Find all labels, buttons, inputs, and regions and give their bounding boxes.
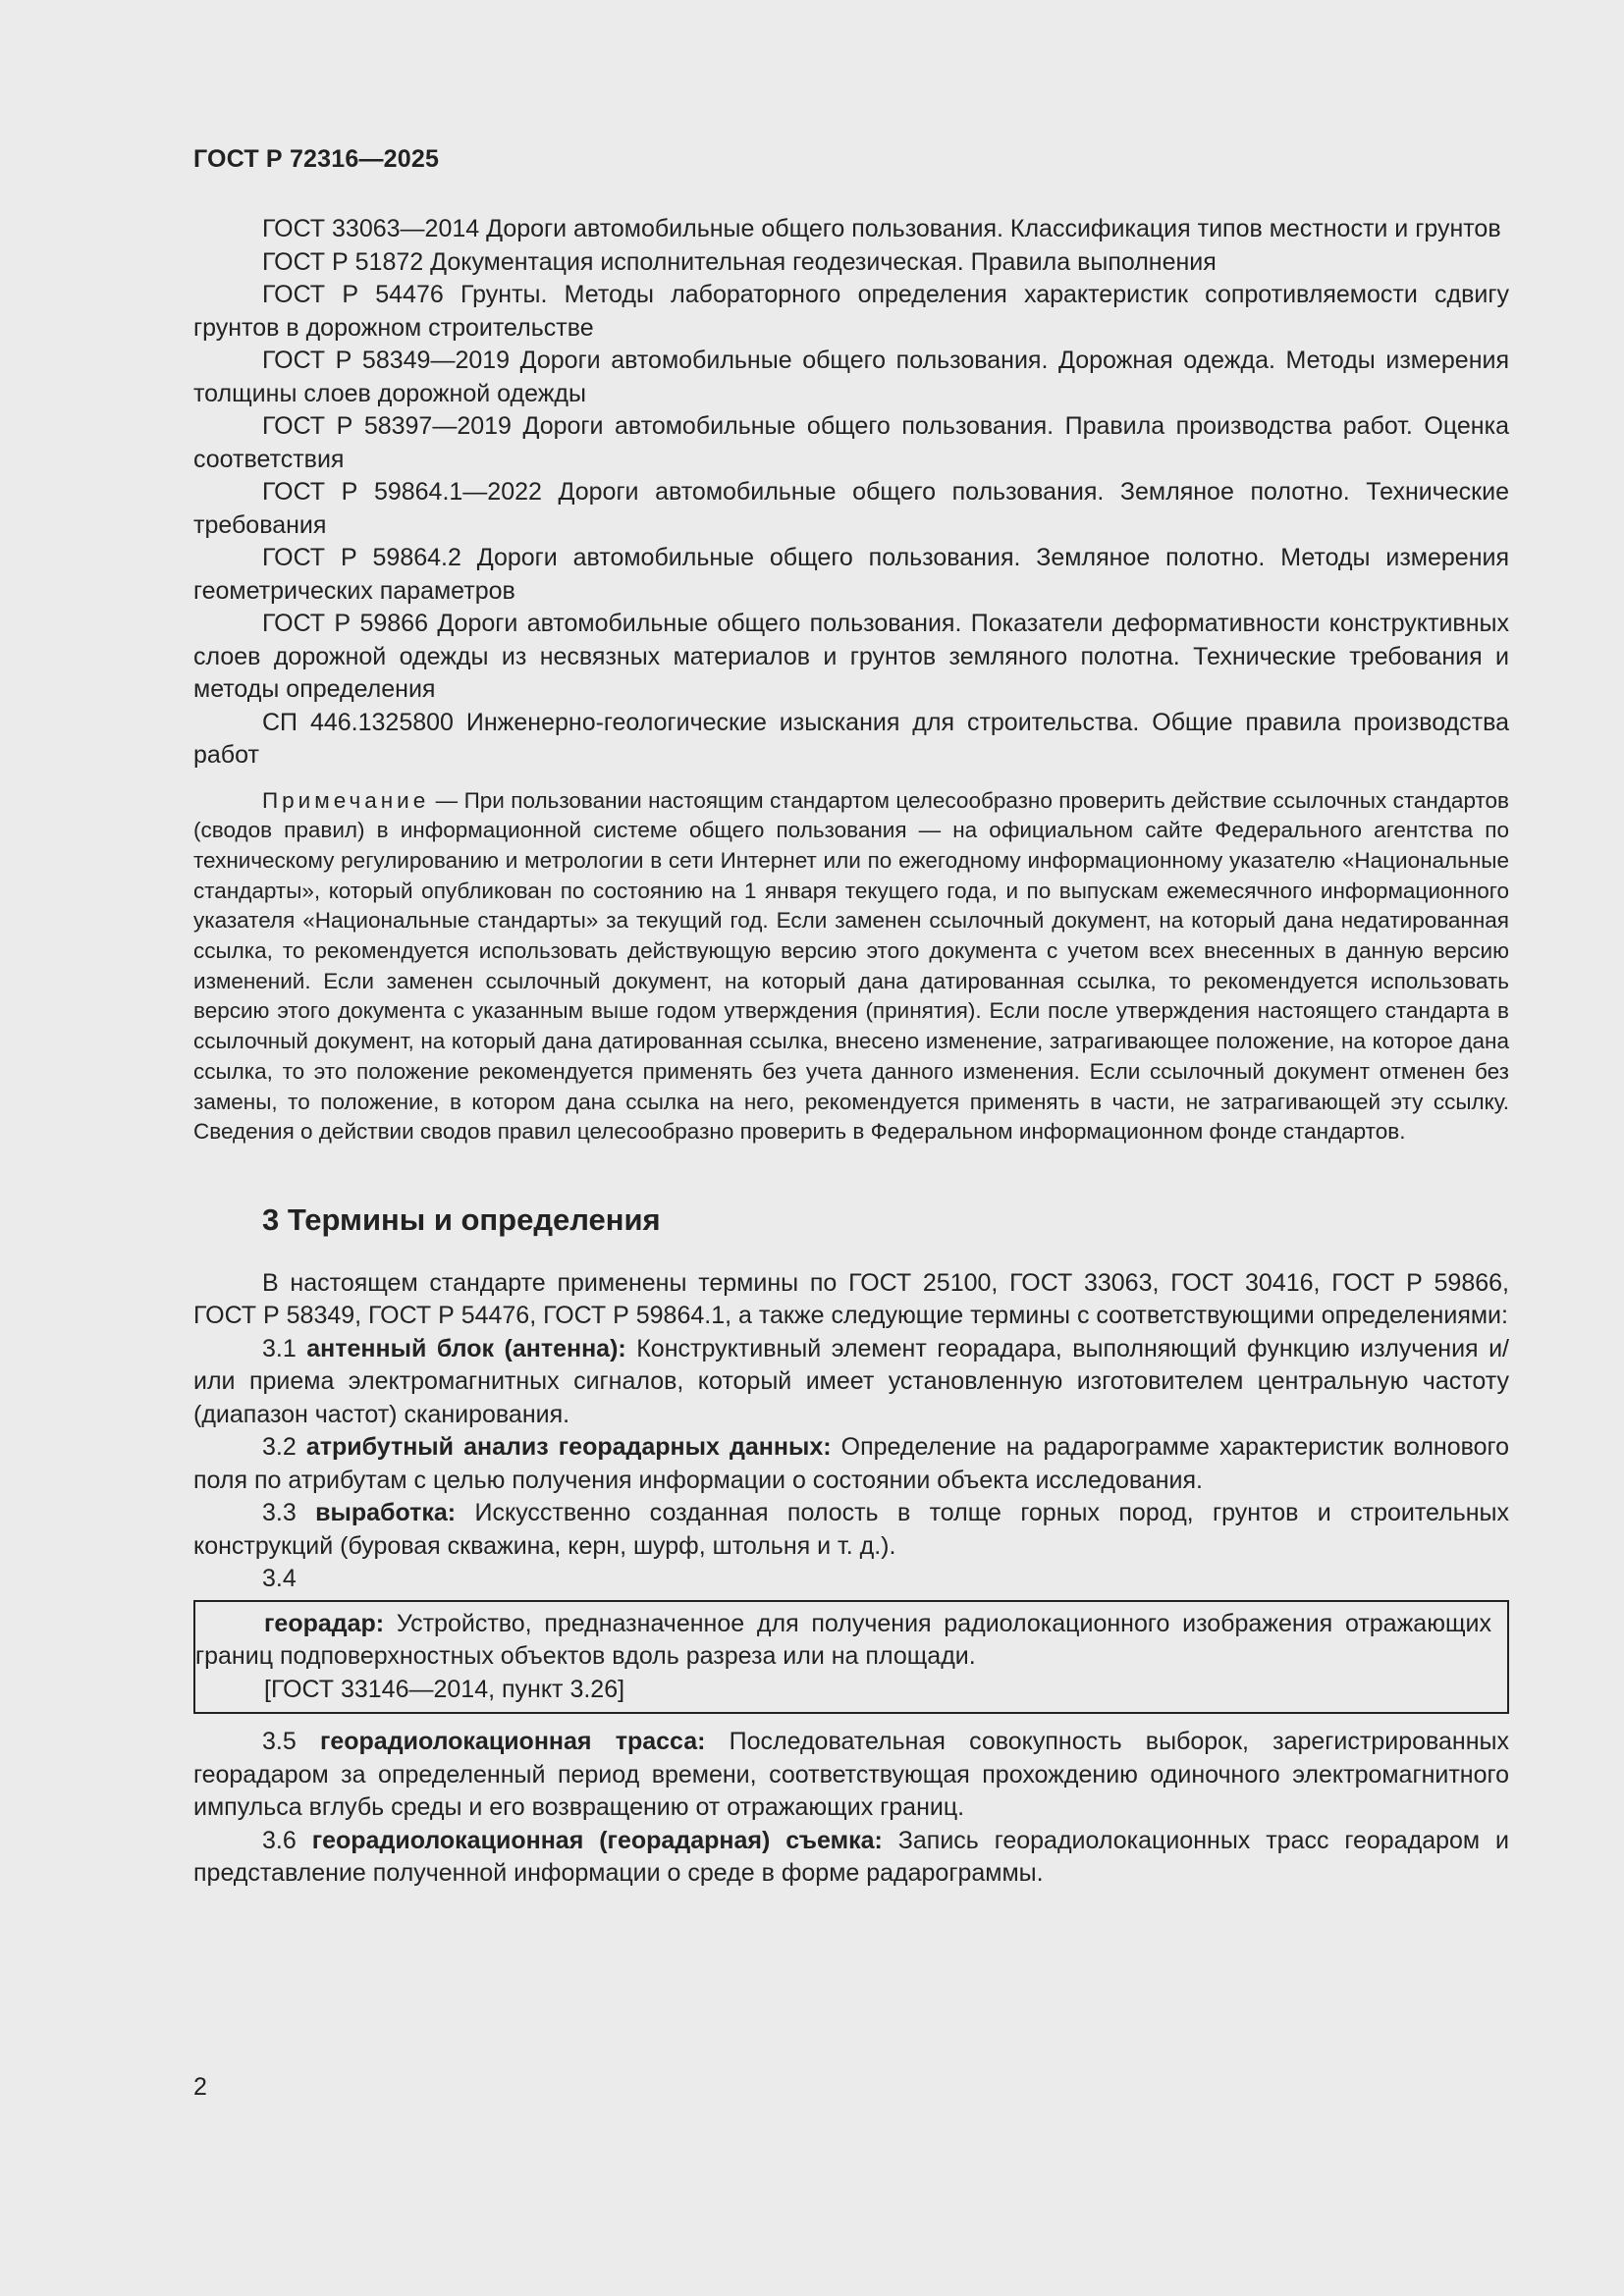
reference-item: ГОСТ Р 59866 Дороги автомобильные общего пользования. Показатели деформативности конструктивных слоев дорожной одежды из несвязных материалов и грунтов земляного полотна. Технические требования и методы определения [193, 610, 1509, 703]
term-definition: Последовательная совокупность выборок, зарегистрированных георадаром за определенный период времени, соответствующая прохождению одиночного электромагнитного импульса вглубь среды и его возвращению от отражающих границ. [193, 1728, 1510, 1822]
term-name: атрибутный анализ георадарных данных: [305, 1433, 832, 1462]
term-3-4-number: 3.4 [262, 1565, 297, 1593]
reference-item: ГОСТ 33063—2014 Дороги автомобильные общего пользования. Классификация типов местности и грунтов [262, 215, 1501, 242]
reference-item: ГОСТ Р 51872 Документация исполнительная геодезическая. Правила выполнения [262, 247, 1217, 276]
document-header: ГОСТ Р 72316—2025 [193, 145, 440, 173]
section-intro: В настоящем стандарте применены термины по ГОСТ 25100, ГОСТ 33063, ГОСТ 30416, ГОСТ Р 59866, ГОСТ Р 58349, ГОСТ Р 54476, ГОСТ Р 59864.1, а также следующие термины с соответствующими определениями: [193, 1268, 1509, 1330]
term-number: 3.6 [262, 1826, 312, 1854]
term-definition: Определение на радарограмме характеристик волнового поля по атрибутам с целью получения информации о состоянии объекта исследования. [193, 1433, 1509, 1494]
term-number: 3.2 [262, 1433, 306, 1462]
term-name: георадиолокационная трасса: [319, 1728, 706, 1756]
reference-item: ГОСТ Р 58397—2019 Дороги автомобильные общего пользования. Правила производства работ. Оценка соответствия [193, 412, 1509, 473]
term-name: георадиолокационная (георадарная) съемка: [311, 1826, 883, 1854]
term-3-3 [193, 1497, 1509, 1563]
term-number: 3.1 [262, 1334, 307, 1362]
term-name: выработка: [315, 1499, 457, 1527]
term-definition: Искусственно созданная полость в толще горных пород, грунтов и строительных конструкций (буровая скважина, керн, шурф, штольня и т. д.). [193, 1499, 1509, 1560]
reference-item: ГОСТ Р 59864.2 Дороги автомобильные общего пользования. Земляное полотно. Методы измерения геометрических параметров [193, 544, 1509, 605]
term-definition: Запись георадиолокационных трасс георадаром и представление полученной информации о среде в форме радарограммы. [193, 1826, 1510, 1888]
term-3-2 [193, 1431, 1509, 1497]
term-3-6 [193, 1825, 1509, 1891]
term-3-4 [195, 1608, 1491, 1674]
term-3-4-box [193, 1600, 1509, 1715]
term-definition: Устройство, предназначенное для получения радиолокационного изображения отражающих границ подповерхностных объектов вдоль разреза или на площади. [195, 1609, 1491, 1671]
page-content [193, 145, 1509, 1891]
reference-item: ГОСТ Р 54476 Грунты. Методы лабораторного определения характеристик сопротивляемости сдвигу грунтов в дорожном строительстве [193, 281, 1509, 342]
term-number: 3.5 [262, 1728, 320, 1756]
term-name: георадар: [264, 1609, 385, 1637]
term-source: [ГОСТ 33146—2014, пункт 3.26] [264, 1675, 625, 1703]
term-3-5 [193, 1726, 1509, 1825]
note-label: Примечание [262, 787, 430, 813]
note-paragraph [193, 786, 1509, 1148]
page-number: 2 [193, 2073, 207, 2101]
section-title: 3 Термины и определения [262, 1201, 661, 1237]
term-definition: Конструктивный элемент георадара, выполняющий функцию излучения и/или приема электромагнитных сигналов, который имеет установленную изготовителем центральную частоту (диапазон частот) сканирования. [193, 1334, 1509, 1428]
reference-item: СП 446.1325800 Инженерно-геологические изыскания для строительства. Общие правила производства работ [193, 708, 1509, 769]
note-text: — При пользовании настоящим стандартом целесообразно проверить действие ссылочных стандартов (сводов правил) в информационной системе общего пользования — на официальном сайте Федерального агентства по техническому регулированию и метрологии в сети Интернет или по ежегодному информационному указателю «Национальные стандарты», который опубликован по состоянию на 1 января текущего года, и по выпускам ежемесячного информационного указателя «Национальные стандарты» за текущий год. Если заменен ссылочный документ, на который дана недатированная ссылка, то рекомендуется использовать действующую версию этого документа с учетом всех внесенных в данную версию изменений. Если заменен ссылочный документ, на который дана датированная ссылка, то рекомендуется использовать версию этого документа с указанным выше годом утверждения (принятия). Если после утверждения настоящего стандарта в ссылочный документ, на который дана датированная ссылка, внесено изменение, затрагивающее положение, на которое дана ссылка, то это положение рекомендуется применять без учета данного изменения. Если ссылочный документ отменен без замены, то положение, в котором дана ссылка на него, рекомендуется применять в части, не затрагивающей эту ссылку. Сведения о действии сводов правил целесообразно проверить в Федеральном информационном фонде стандартов. [193, 787, 1509, 1145]
term-name: антенный блок (антенна): [306, 1334, 626, 1362]
term-number: 3.3 [262, 1499, 316, 1527]
reference-item: ГОСТ Р 59864.1—2022 Дороги автомобильные общего пользования. Земляное полотно. Технические требования [193, 478, 1509, 539]
term-3-1 [193, 1333, 1509, 1432]
reference-item: ГОСТ Р 58349—2019 Дороги автомобильные общего пользования. Дорожная одежда. Методы измерения толщины слоев дорожной одежды [193, 347, 1509, 407]
